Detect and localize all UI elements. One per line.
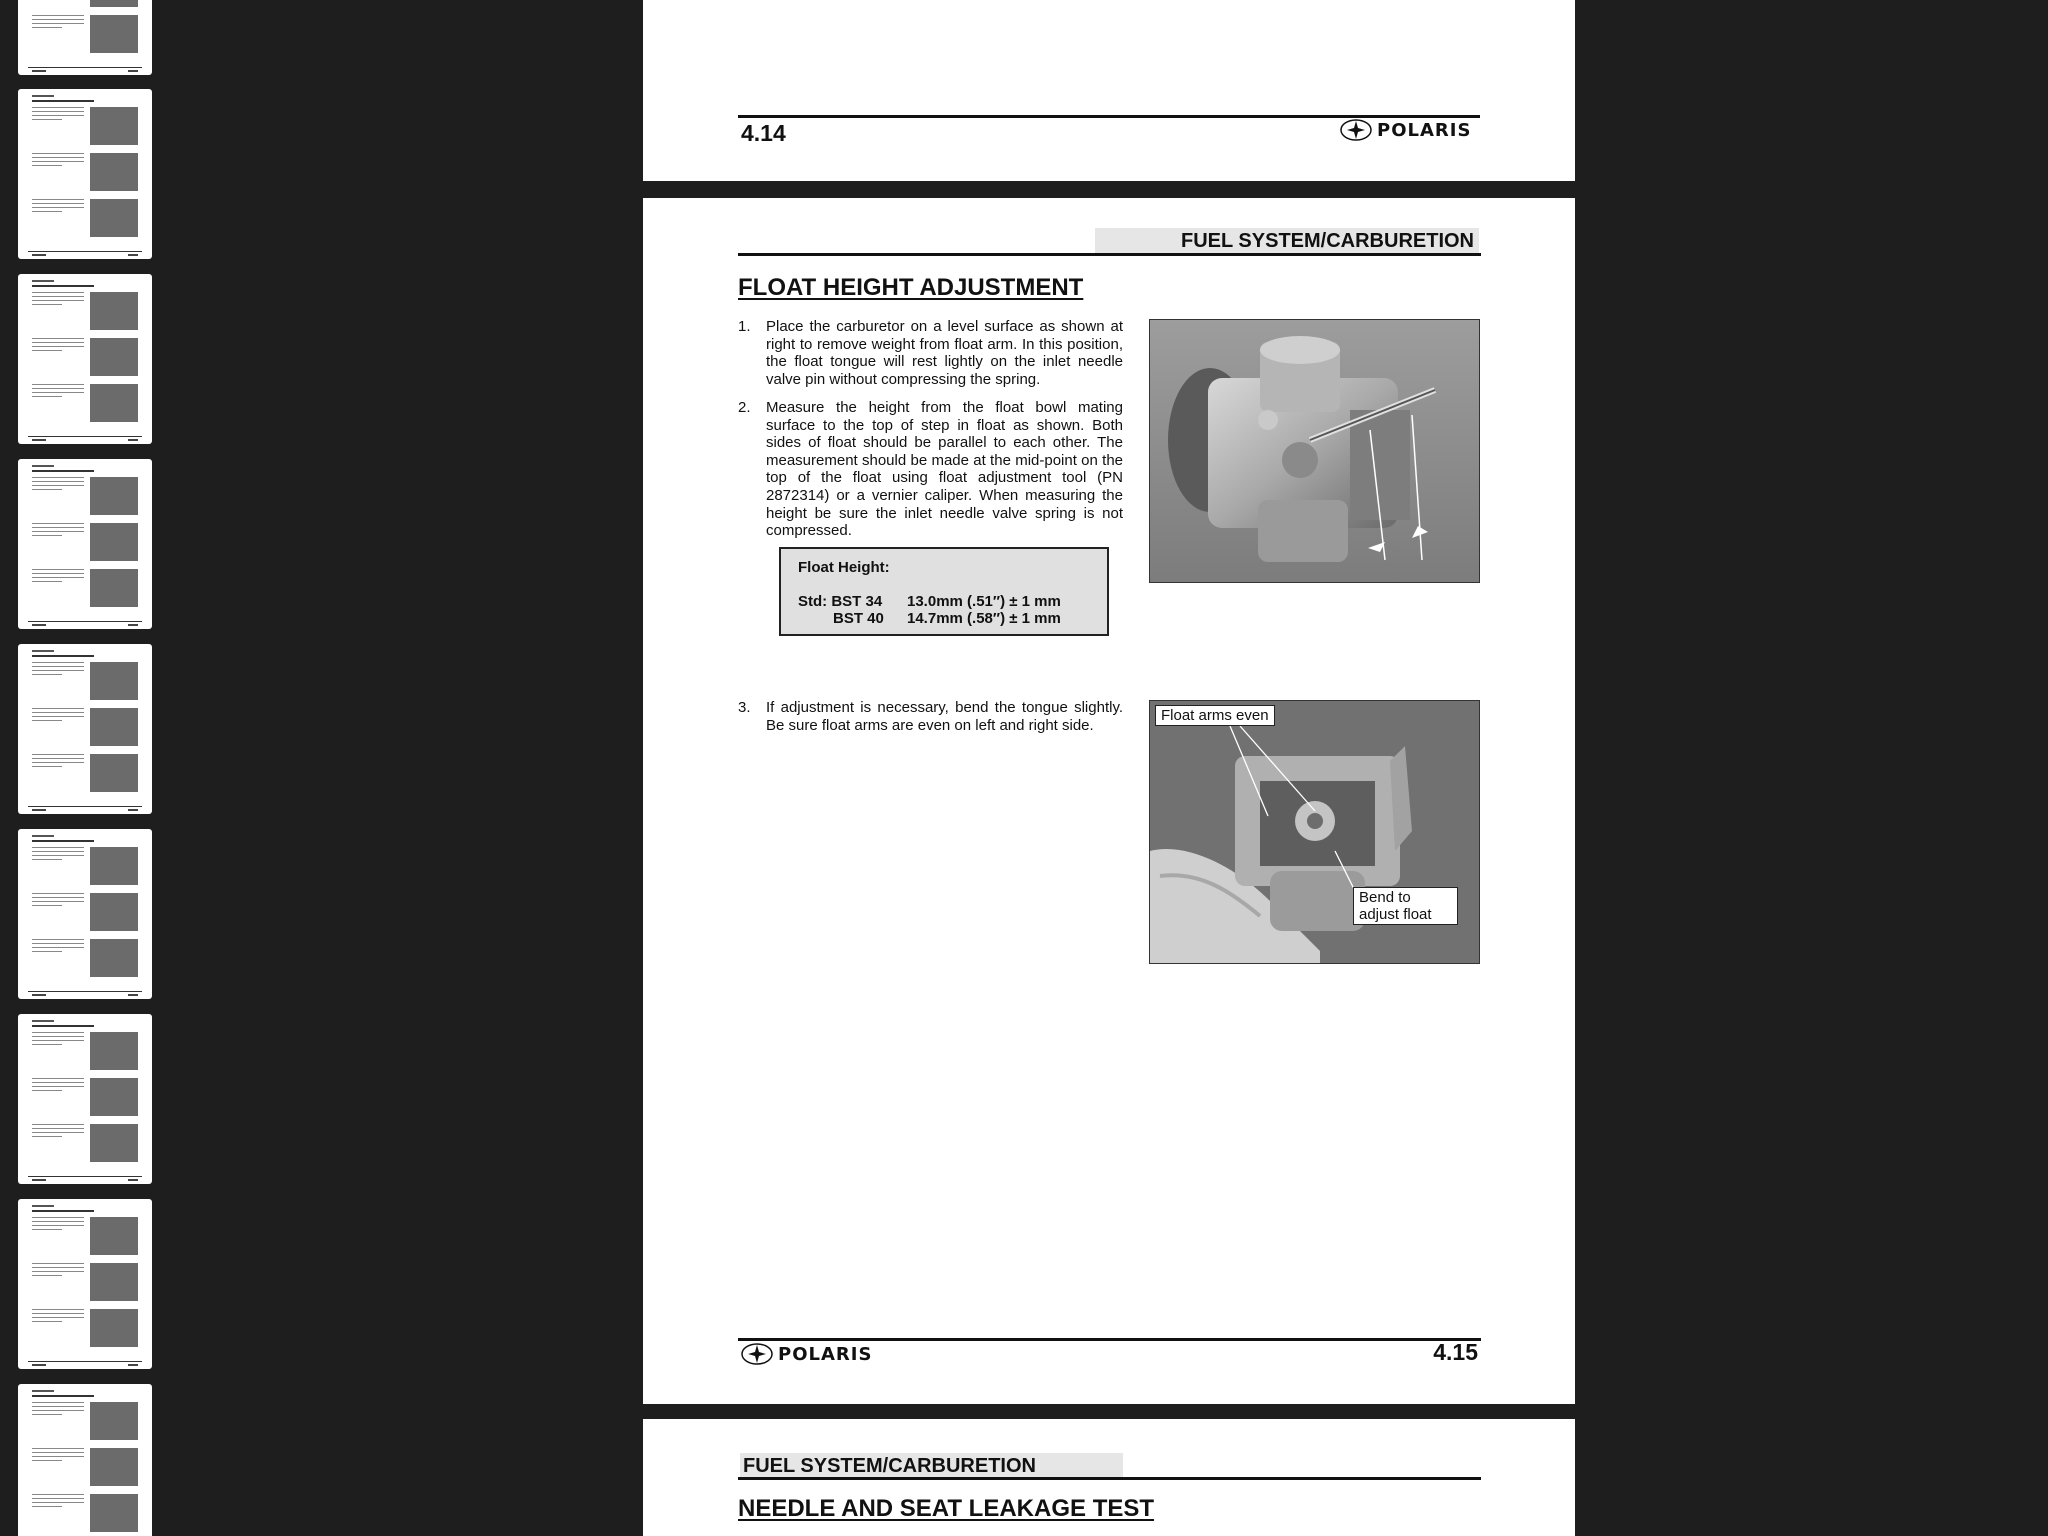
polaris-logo [1340,118,1471,142]
spec-row-label: BST 40 [833,610,884,627]
polaris-logo-text: POLARIS [778,1343,873,1365]
spec-row-label: Std: BST 34 [798,593,883,610]
step-text: If adjustment is necessary, bend the tongue slightly. Be sure float arms are even on left and right side. [766,699,1123,734]
page-thumbnail[interactable] [18,459,152,629]
step-number: 3. [738,699,751,716]
page-4-14 [643,0,1575,181]
section-header [740,1453,1123,1479]
section-header-text: FUEL SYSTEM/CARBURETION [743,1455,1036,1477]
carburetor-illustration [1150,320,1480,583]
spec-heading: Float Height: [798,559,890,576]
section-header-text: FUEL SYSTEM/CARBURETION [1181,230,1474,252]
page-title: FLOAT HEIGHT ADJUSTMENT [738,274,1084,301]
float-arms-callout: Float arms even [1155,705,1275,726]
thumbnail-sidebar[interactable] [0,0,170,1536]
step-number: 2. [738,399,751,416]
page-thumbnail[interactable] [18,89,152,259]
step-text: Place the carburetor on a level surface as shown at right to remove weight from float arm. In this position, the float tongue will rest lightly on the inlet needle valve pin without compressing the spring. [766,318,1123,388]
page-thumbnail[interactable] [18,0,152,75]
page-thumbnail[interactable] [18,644,152,814]
page-thumbnail[interactable] [18,1199,152,1369]
polaris-star-icon [1340,118,1372,142]
section-header [1095,228,1479,254]
polaris-star-icon [741,1342,773,1366]
step-text: Measure the height from the float bowl mating surface to the top of step in float as shown. Both sides of float should be parallel to each other. The measurement should be made at the mid-point on the top of the float using float adjustment tool (PN 2872314) or a vernier caliper. When measuring the height be sure the inlet needle valve spring is not compressed. [766,399,1123,540]
page-number: 4.14 [741,120,786,146]
page-thumbnail[interactable] [18,829,152,999]
bend-to-adjust-callout: Bend to adjust float [1353,887,1458,925]
page-thumbnail[interactable] [18,1384,152,1536]
spec-row-value: 13.0mm (.51″) ± 1 mm [907,593,1061,610]
spec-row-value: 14.7mm (.58″) ± 1 mm [907,610,1061,627]
step-number: 1. [738,318,751,335]
header-rule [738,1477,1481,1480]
page-title: NEEDLE AND SEAT LEAKAGE TEST [738,1495,1155,1522]
header-rule [738,253,1481,256]
page-4-15 [643,198,1575,1404]
float-height-spec-box [779,547,1109,636]
page-number: 4.15 [1433,1339,1478,1365]
page-thumbnail[interactable] [18,1014,152,1184]
carburetor-photo [1149,319,1480,583]
polaris-logo [741,1342,872,1366]
page-4-16 [643,1419,1575,1536]
page-thumbnail[interactable] [18,274,152,444]
footer-rule [738,1338,1481,1341]
polaris-logo-text: POLARIS [1377,119,1472,141]
